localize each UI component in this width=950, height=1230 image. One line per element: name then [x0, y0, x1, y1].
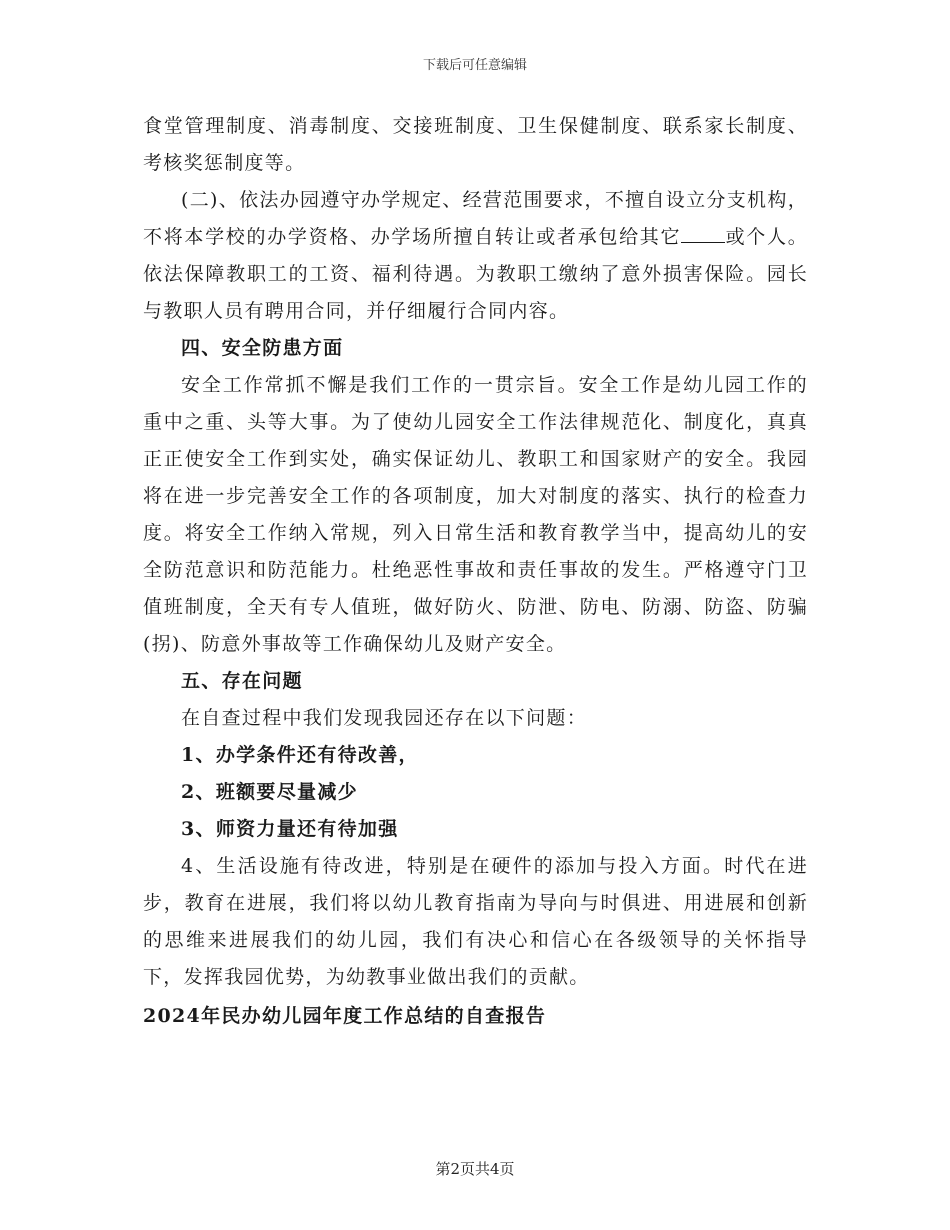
paragraph-legal-operation — [143, 182, 808, 330]
document-body — [143, 108, 808, 1035]
paragraph-legal-operation-part2: 或个人。依法保障教职工的工资、福利待遇。为教职工缴纳了意外损害保险。园长与教职人员有聘用合同，并仔细履行合同内容。 — [143, 226, 809, 322]
list-item-3: 3、师资力量还有待加强 — [181, 818, 399, 840]
section-heading-problems: 五、存在问题 — [181, 670, 303, 692]
fill-in-blank — [681, 220, 725, 243]
paragraph-facilities: 4、生活设施有待改进，特别是在硬件的添加与投入方面。时代在进步，教育在进展，我们将以幼儿教育指南为导向与时俱进、用进展和创新的思维来进展我们的幼儿园，我们有决心和信心在各级领导的关怀指导下，发挥我园优势，为幼教事业做出我们的贡献。 — [143, 855, 808, 988]
page-number: 第2页共4页 — [435, 1160, 515, 1178]
section-heading-safety: 四、安全防患方面 — [181, 337, 344, 359]
header-note: 下载后可任意编辑 — [422, 58, 527, 73]
list-item-1: 1、办学条件还有待改善， — [181, 744, 419, 766]
paragraph-problems-intro: 在自查过程中我们发现我园还存在以下问题： — [181, 707, 588, 729]
paragraph-legal-operation-part1: (二)、依法办园遵守办学规定、经营范围要求，不擅自设立分支机构，不将本学校的办学资格、办学场所擅自转让或者承包给其它 — [143, 189, 808, 248]
list-item-2: 2、班额要尽量减少 — [181, 781, 358, 803]
document-title: 2024年民办幼儿园年度工作总结的自查报告 — [143, 1005, 547, 1027]
paragraph-safety: 安全工作常抓不懈是我们工作的一贯宗旨。安全工作是幼儿园工作的重中之重、头等大事。为了使幼儿园安全工作法律规范化、制度化，真真正正使安全工作到实处，确实保证幼儿、教职工和国家财产的安全。我园将在进一步完善安全工作的各项制度，加大对制度的落实、执行的检查力度。将安全工作纳入常规，列入日常生活和教育教学当中，提高幼儿的安全防范意识和防范能力。杜绝恶性事故和责任事故的发生。严格遵守门卫值班制度，全天有专人值班，做好防火、防泄、防电、防溺、防盗、防骗(拐)、防意外事故等工作确保幼儿及财产安全。 — [143, 374, 808, 655]
paragraph-regulations: 食堂管理制度、消毒制度、交接班制度、卫生保健制度、联系家长制度、考核奖惩制度等。 — [143, 115, 808, 174]
